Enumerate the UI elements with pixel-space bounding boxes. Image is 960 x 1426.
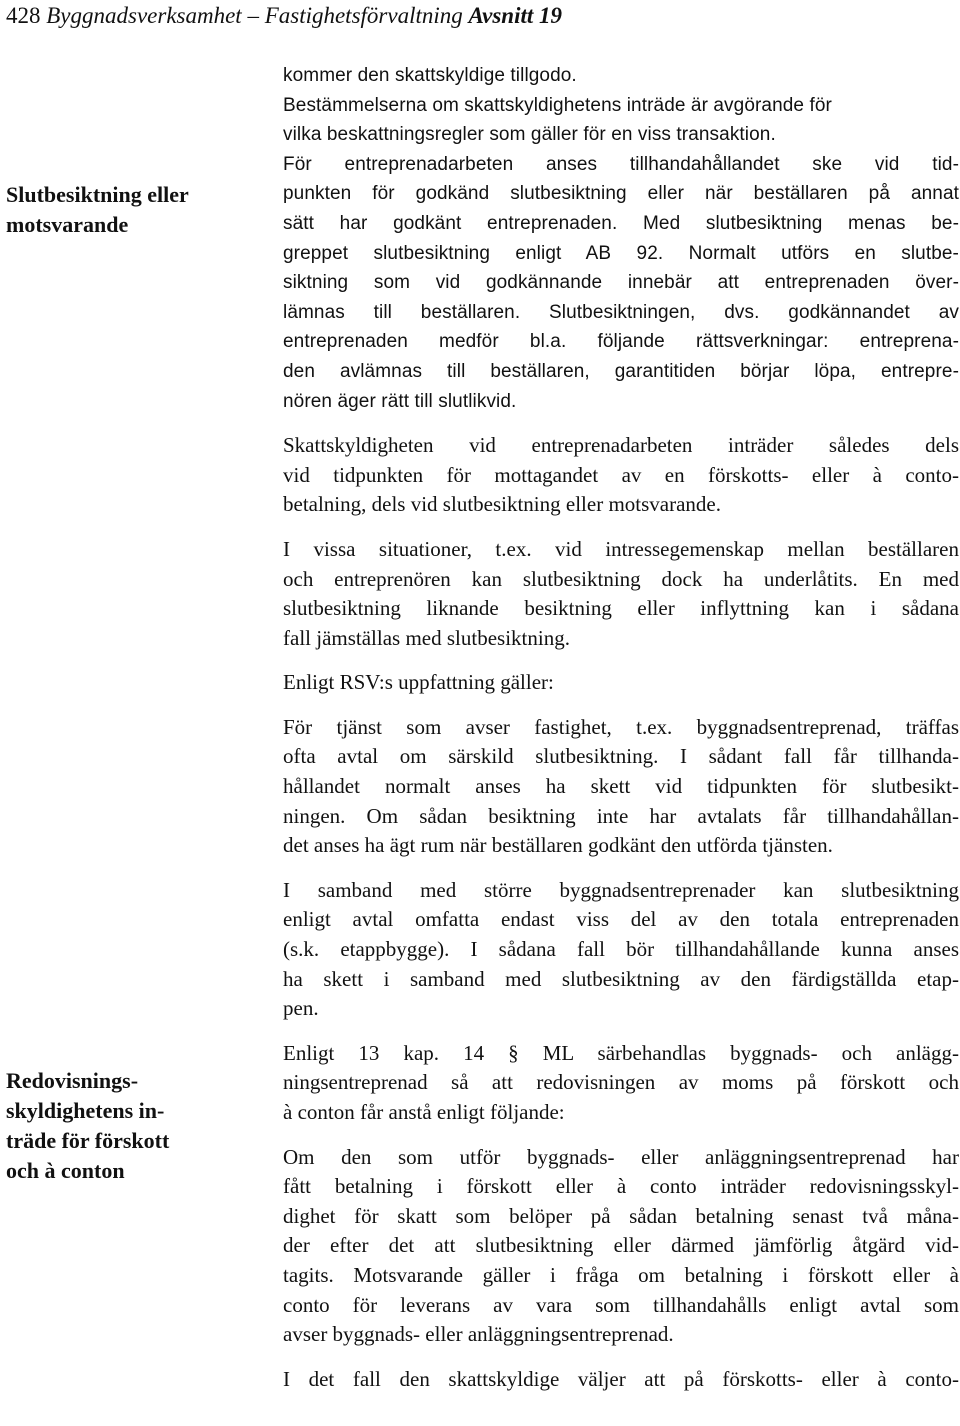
paragraph <box>283 150 959 416</box>
running-title: Byggnadsverksamhet – Fastighetsförvaltning <box>46 3 463 28</box>
paragraph <box>283 668 959 698</box>
text-line: avser byggnads- eller anläggningsentreprenad. <box>283 1322 674 1347</box>
text-line: ningsentreprenad så att redovisningen av moms på förskott och <box>283 1070 959 1095</box>
page-header <box>6 2 562 30</box>
text-line: I samband med större byggnadsentreprenader kan slutbesiktning <box>283 877 959 902</box>
text-line: och entreprenören kan slutbesiktning dock ha underlåtits. En med <box>283 566 959 591</box>
page-number: 428 <box>6 3 41 28</box>
text-line: pen. <box>283 996 319 1021</box>
text-line: Enligt 13 kap. 14 § ML särbehandlas byggnads- och anlägg- <box>283 1040 959 1065</box>
text-line: conto för leverans av vara som tillhandahålls enligt avtal som <box>283 1292 959 1317</box>
text-line: à conton får anstå enligt följande: <box>283 1100 565 1124</box>
text-line: siktning som vid godkännande innebär att entreprenaden över- <box>283 272 959 294</box>
text-line: betalning, dels vid slutbesiktning eller motsvarande. <box>283 492 721 517</box>
text-line: kommer den skattskyldige tillgodo. <box>283 65 577 86</box>
text-line: der efter det att slutbesiktning eller därmed jämförlig åtgärd vid- <box>283 1233 959 1258</box>
margin-note-line: Slutbesiktning eller <box>6 182 189 207</box>
text-line: Om den som utför byggnads- eller anläggningsentreprenad har <box>283 1144 959 1169</box>
text-line: entreprenaden medför bl.a. följande rättsverkningar: entreprena- <box>283 331 959 353</box>
paragraph <box>283 1143 959 1350</box>
text-line: nören äger rätt till slutlikvid. <box>283 390 517 412</box>
text-line: vid tidpunkten för mottagandet av en förskotts- eller à conto- <box>283 462 959 487</box>
text-line: ha skett i samband med slutbesiktning av den färdigställda etap- <box>283 966 959 991</box>
text-line: Skattskyldigheten vid entreprenadarbeten inträder således dels <box>283 433 959 458</box>
text-line: fall jämställas med slutbesiktning. <box>283 625 570 650</box>
text-line: det anses ha ägt rum när beställaren godkänt den utförda tjänsten. <box>283 833 833 858</box>
text-line: hållandet normalt anses ha skett vid tidpunkten för slutbesikt- <box>283 774 959 799</box>
margin-note-line: och à conton <box>6 1158 125 1183</box>
body-text-column <box>283 61 959 1394</box>
section-label: Avsnitt 19 <box>468 3 563 28</box>
paragraph <box>283 713 959 861</box>
paragraph <box>283 1365 959 1395</box>
paragraph <box>283 1039 959 1128</box>
margin-note-slutbesiktning <box>6 180 246 240</box>
margin-note-line: Redovisnings- <box>6 1068 139 1093</box>
text-line: tagits. Motsvarande gäller i fråga om betalning i förskott eller à <box>283 1262 959 1287</box>
text-line: I det fall den skattskyldige väljer att på förskotts- eller à conto- <box>283 1366 959 1391</box>
text-line: sätt har godkänt entreprenaden. Med slutbesiktning menas be- <box>283 212 959 234</box>
text-line: vilka beskattningsregler som gäller för en viss transaktion. <box>283 124 776 146</box>
text-line: dighet för skatt som belöper på sådan betalning senast två måna- <box>283 1203 959 1228</box>
paragraph <box>283 535 959 653</box>
text-line: lämnas till beställaren. Slutbesiktningen, dvs. godkännandet av <box>283 301 959 323</box>
text-line: ningen. Om sådan besiktning inte har avtalats får tillhandahållan- <box>283 803 959 828</box>
text-line: enligt avtal omfatta endast viss del av den totala entreprenaden <box>283 907 959 932</box>
text-line: ofta avtal om särskild slutbesiktning. I sådant fall får tillhanda- <box>283 744 959 769</box>
text-line: slutbesiktning liknande besiktning eller inflyttning kan i sådana <box>283 596 959 621</box>
text-line: fått betalning i förskott eller à conto inträder redovisningsskyl- <box>283 1174 959 1199</box>
text-line: (s.k. etappbygge). I sådana fall bör tillhandahållande kunna anses <box>283 937 959 962</box>
text-line: Enligt RSV:s uppfattning gäller: <box>283 670 554 695</box>
paragraph <box>283 431 959 520</box>
text-line: punkten för godkänd slutbesiktning eller när beställaren på annat <box>283 183 959 205</box>
margin-note-line: träde för förskott <box>6 1128 170 1153</box>
paragraph <box>283 876 959 1024</box>
paragraph <box>283 61 959 150</box>
text-line: För tjänst som avser fastighet, t.ex. byggnadsentreprenad, träffas <box>283 714 959 739</box>
text-line: den avlämnas till beställaren, garantitiden börjar löpa, entrepre- <box>283 360 959 382</box>
text-line: greppet slutbesiktning enligt AB 92. Normalt utförs en slutbe- <box>283 242 959 264</box>
text-line: I vissa situationer, t.ex. vid intressegemenskap mellan beställaren <box>283 536 959 561</box>
margin-note-redovisningsskyldighet <box>6 1066 246 1186</box>
margin-note-line: motsvarande <box>6 212 129 237</box>
margin-note-line: skyldighetens in- <box>6 1098 165 1123</box>
text-line: Bestämmelserna om skattskyldighetens inträde är avgörande för <box>283 94 832 116</box>
text-line: För entreprenadarbeten anses tillhandahållandet ske vid tid- <box>283 153 959 175</box>
